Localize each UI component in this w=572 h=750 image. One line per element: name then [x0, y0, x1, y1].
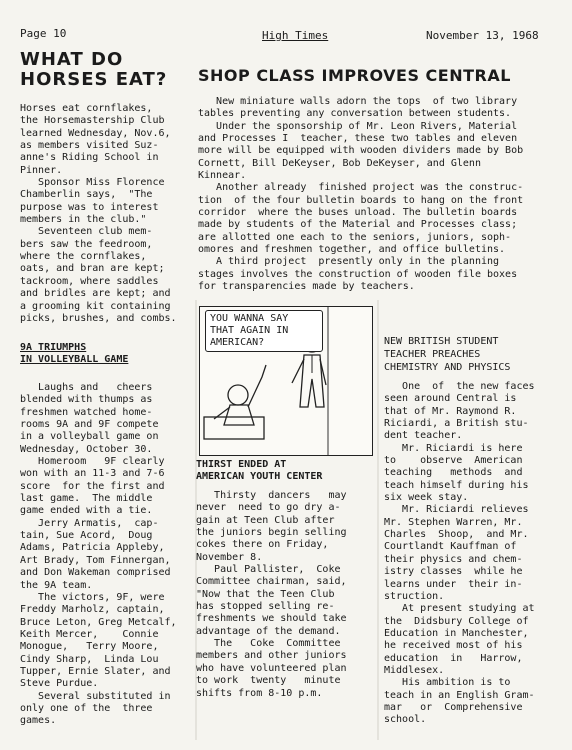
student-teacher-article-body: One of the new faces seen around Central is that of Mr. Raymond R. Riciardi, a British stu- dent teacher. Mr. Riciardi is here to observe American teaching methods and teach himself during his six week stay. Mr. Riciardi relieves Mr. Stephen Warren, Mr. Charles Shoop, and Mr. Courtlandt Kauffman of their physics and chem- istry classes while he learns under their in- struction. At present studying at the Didsbury College of Education in Manchester, he received most of his education in Harrow, Middlesex. His ambition is to teach in an English Gram- mar or Comprehensive school.	[384, 381, 535, 726]
issue-date: November 13, 1968	[426, 29, 539, 42]
student-teacher-headline: NEW BRITISH STUDENT TEACHER PREACHES CHEMISTRY AND PHYSICS	[384, 336, 511, 373]
newspaper-name: High Times	[262, 29, 329, 42]
teen-club-headline: THIRST ENDED AT AMERICAN YOUTH CENTER	[196, 459, 323, 482]
shop-class-headline: SHOP CLASS IMPROVES CENTRAL	[198, 66, 511, 85]
volleyball-headline: 9A TRIUMPHS IN VOLLEYBALL GAME	[20, 342, 129, 365]
teen-club-article-body: Thirsty dancers may never need to go dry a- gain at Teen Club after the juniors begin selling cokes there on Friday, November 8. Paul Pallister, Coke Committee chairman, said, "Now that the Teen Club has stopped selling re- freshments we should take advantage of the demand. The Coke Committee members and other juniors who have volunteered plan to work twenty minute shifts from 8-10 p.m.	[196, 490, 347, 699]
volleyball-article-body: Laughs and cheers blended with thumps as freshmen watched home- rooms 9A and 9F compete in a volleyball game on Wednesday, October 30. Homeroom 9F clearly won with an 11-3 and 7-6 score for the first and last game. The middle game ended with a tie. Jerry Armatis, cap- tain, Sue Acord, Doug Adams, Patricia Appleby, Art Brady, Tom Finnergan, and Don Wakeman comprised the 9A team. The victors, 9F, were Freddy Marholz, captain, Bruce Leton, Greg Metcalf, Keith Mercer, Connie Monogue, Terry Moore, Cindy Sharp, Linda Lou Tupper, Ernie Slater, and Steve Purdue. Several substituted in only one of the three games.	[20, 382, 177, 727]
horses-headline: WHAT DO HORSES EAT?	[20, 49, 168, 90]
horses-article-body: Horses eat cornflakes, the Horsemastership Club learned Wednesday, Nov.6, as members visited Suz- anne's Riding School in Pinner. Sponsor Miss Florence Chamberlin says, "The purpose was to interest members in the club." Seventeen club mem- bers saw the feedroom, where the cornflakes, oats, and bran are kept; tackroom, where saddles and bridles are kept; and a grooming kit containing picks, brushes, and combs.	[20, 103, 177, 324]
page-number: Page 10	[20, 27, 67, 40]
cartoon-speech-bubble: YOU WANNA SAY THAT AGAIN IN AMERICAN?	[205, 310, 323, 352]
shop-class-article-body: New miniature walls adorn the tops of two library tables preventing any conversation between students. Under the sponsorship of Mr. Leon Rivers, Material and Processes I teacher, these two tables and eleven more will be equipped with wooden dividers made by Bob Cornett, Bill DeKeyser, Bob DeKeyser, and Glenn Kinnear. Another already finished project was the construc- tion of the four bulletin boards to hang on the front corridor where the buses unload. The bulletin boards made by students of the Material and Processes class; are allotted one each to the seniors, juniors, soph- omores and freshmen together, and office bulletins. A third project presently only in the planning stages involves the construction of wooden file boxes for transparencies made by teachers.	[198, 96, 524, 293]
